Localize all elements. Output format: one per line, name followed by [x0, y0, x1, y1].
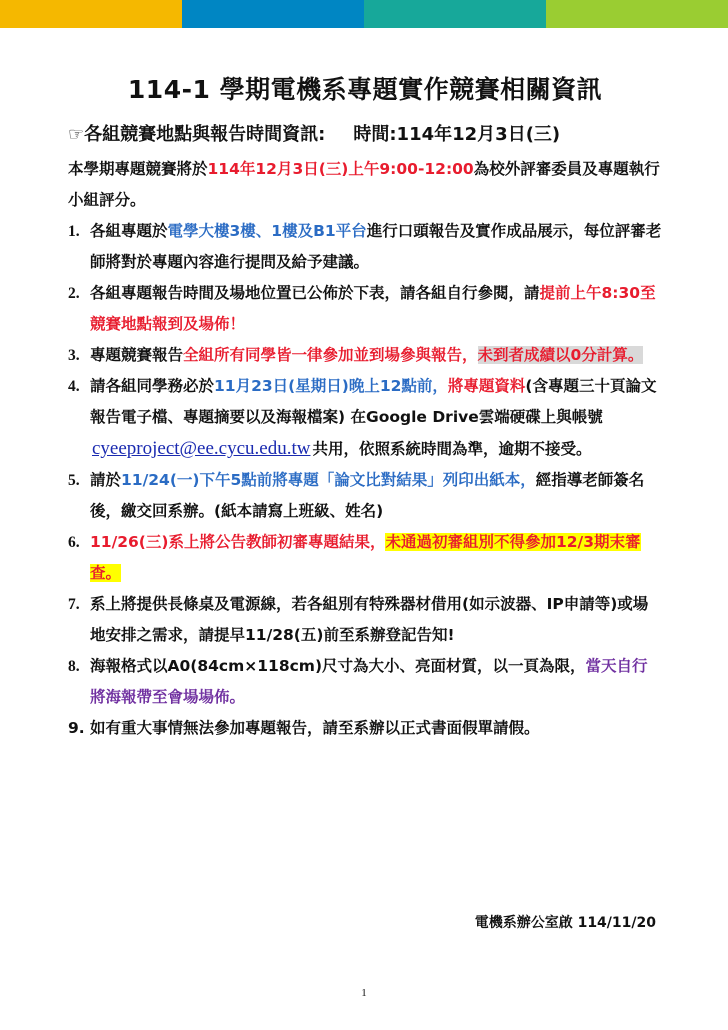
item-text: 共用，依照系統時間為準，逾期不接受。	[312, 440, 592, 458]
attendance-notice: 全組所有同學皆一律參加並到場參與報告，	[183, 346, 478, 364]
item-number: 2.	[68, 285, 80, 302]
item-text: 請各組同學務必於	[90, 377, 215, 395]
venue-text: 電學大樓3樓、1樓及B1平台	[167, 222, 367, 240]
item-number: 4.	[68, 378, 80, 395]
info-list	[68, 216, 662, 744]
page-number: 1	[361, 987, 367, 999]
list-item-1	[68, 216, 662, 278]
header-band-yellow	[0, 0, 182, 28]
deadline-text: 11月23日(星期日)晚上12點前，	[214, 377, 448, 395]
intro-paragraph	[68, 154, 662, 216]
list-item-9	[68, 713, 662, 744]
poster-setup: 當天自行將海報帶至會場場佈。	[90, 657, 648, 706]
result-announcement: 11/26(三)系上將公告教師初審專題結果，	[90, 533, 386, 551]
competition-time: 時間:114年12月3日(三)	[353, 124, 561, 145]
item-text: 海報格式以A0(84cm×118cm)尺寸為大小、亮面材質，以一頁為限，	[90, 657, 586, 675]
item-number: 5.	[68, 472, 80, 489]
list-item-5	[68, 465, 662, 527]
item-text: 各組專題報告時間及場地位置已公佈於下表，請各組自行參閱，請	[90, 284, 540, 302]
email-link[interactable]: cyeeproject@ee.cycu.edu.tw	[92, 438, 311, 459]
list-item-8	[68, 651, 662, 713]
item-number: 8.	[68, 658, 80, 675]
header-band-teal	[364, 0, 546, 28]
item-text: 請於	[90, 471, 122, 489]
item-text: 專題競賽報告	[90, 346, 184, 364]
item-text: 經指導老師簽名後，繳交回系辦。(紙本請寫上班級、姓名)	[90, 471, 645, 520]
list-item-4	[68, 371, 662, 465]
item-text: 如有重大事情無法參加專題報告，請至系辦以正式書面假單請假。	[90, 719, 540, 737]
item-text: 各組專題於	[90, 222, 168, 240]
signature: 電機系辦公室啟 114/11/20	[474, 915, 656, 931]
review-warning: 未通過初審組別不得參加12/3期末審查。	[90, 533, 641, 582]
intro-text: 本學期專題競賽將於	[68, 160, 208, 178]
item-text: 系上將提供長條桌及電源線，若各組別有特殊器材借用(如示波器、IP申請等)或場地安排之需求，請提早11/28(五)前至系辦登記告知!	[90, 595, 649, 644]
item-text: (含專題三十頁論文報告電子檔、專題摘要以及海報檔案) 在Google Drive雲端硬碟上與帳號	[90, 377, 657, 426]
list-item-7	[68, 589, 662, 651]
item-number: 7.	[68, 596, 80, 613]
item-number: 6.	[68, 534, 80, 551]
item-number: 1.	[68, 223, 80, 240]
list-item-2	[68, 278, 662, 340]
absence-penalty: 未到者成績以0分計算。	[477, 346, 644, 364]
intro-datetime: 114年12月3日(三)上午9:00-12:00	[207, 160, 474, 178]
document-body	[68, 70, 662, 744]
list-item-6	[68, 527, 662, 589]
header-band-green	[546, 0, 728, 28]
pointing-hand-icon: ☞	[68, 124, 85, 145]
item-text: 進行口頭報告及實作成品展示，每位評審老師將對於專題內容進行提問及給予建議。	[90, 222, 662, 271]
intro-text-end: 為校外評審委員及專題執行小組評分。	[68, 160, 660, 209]
header-band-blue	[182, 0, 364, 28]
deadline-text: 11/24(一)下午5點前將專題「論文比對結果」列印出紙本，	[121, 471, 536, 489]
item-number: 9.	[68, 719, 85, 737]
section-heading	[68, 120, 662, 146]
checkin-notice: 提前上午8:30至競賽地點報到及場佈！	[90, 284, 656, 333]
project-files: 將專題資料	[447, 377, 526, 395]
section-heading-text: 各組競賽地點與報告時間資訊:	[84, 124, 326, 145]
page-title: 114-1 學期電機系專題實作競賽相關資訊	[127, 75, 603, 104]
item-number: 3.	[68, 347, 80, 364]
list-item-3	[68, 340, 662, 371]
